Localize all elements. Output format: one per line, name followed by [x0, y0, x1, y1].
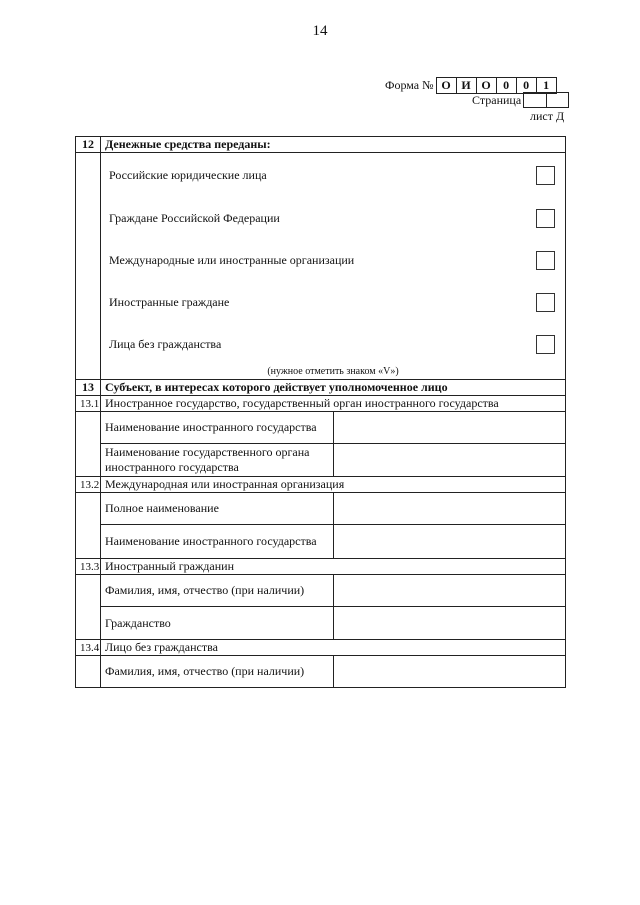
field-value-input[interactable]	[333, 525, 566, 559]
subsection-number: 13.3	[76, 559, 101, 575]
option-label: Лица без гражданства	[109, 336, 222, 351]
page-field-row	[472, 92, 569, 108]
field-label: Наименование иностранного государства	[101, 412, 334, 444]
page-number-input[interactable]	[523, 92, 569, 108]
option-label: Российские юридические лица	[109, 167, 267, 182]
field-row	[76, 525, 566, 559]
subsection-13-3-header	[76, 559, 566, 575]
option-label: Иностранные граждане	[109, 294, 230, 309]
field-value-input[interactable]	[333, 493, 566, 525]
checkbox[interactable]	[536, 293, 555, 312]
field-row	[76, 412, 566, 444]
section-number: 12	[76, 137, 101, 153]
form-code-cell: О	[441, 78, 451, 92]
page-label: Страница	[472, 92, 522, 107]
subsection-13-2-header	[76, 477, 566, 493]
checkbox[interactable]	[536, 166, 555, 185]
field-label: Фамилия, имя, отчество (при наличии)	[101, 656, 334, 688]
checkbox[interactable]	[536, 209, 555, 228]
option-stateless-persons	[105, 323, 561, 365]
field-label: Полное наименование	[101, 493, 334, 525]
field-value-input[interactable]	[333, 412, 566, 444]
field-row	[76, 493, 566, 525]
subsection-title: Иностранный гражданин	[101, 559, 566, 575]
subsection-number: 13.2	[76, 477, 101, 493]
field-row	[76, 575, 566, 607]
form-code-cell: 0	[496, 78, 516, 93]
field-value-input[interactable]	[333, 607, 566, 640]
subsection-number: 13.1	[76, 396, 101, 412]
field-row	[76, 444, 566, 477]
form-code-cell: 0	[516, 78, 536, 93]
option-international-organizations	[105, 239, 561, 281]
form-code-cell: 1	[536, 78, 556, 93]
field-row	[76, 656, 566, 688]
subsection-title: Лицо без гражданства	[101, 640, 566, 656]
field-value-input[interactable]	[333, 656, 566, 688]
subsection-13-4-header	[76, 640, 566, 656]
subsection-title: Иностранное государство, государственный орган иностранного государства	[101, 396, 566, 412]
field-label: Наименование иностранного государства	[101, 525, 334, 559]
option-label: Граждане Российской Федерации	[109, 210, 280, 225]
field-value-input[interactable]	[333, 575, 566, 607]
form-number-label: Форма №	[385, 78, 434, 92]
form-code-cell: И	[456, 78, 476, 93]
field-label: Наименование государственного органа иностранного государства	[101, 444, 334, 477]
section-13-header	[76, 380, 566, 396]
section-title: Субъект, в интересах которого действует уполномоченное лицо	[101, 380, 566, 396]
checkbox[interactable]	[536, 251, 555, 270]
field-label: Гражданство	[101, 607, 334, 640]
subsection-title: Международная или иностранная организация	[101, 477, 566, 493]
subsection-13-1-header	[76, 396, 566, 412]
option-russian-citizens	[105, 197, 561, 239]
form-code-cell: О	[476, 78, 496, 93]
section-12-options	[76, 153, 566, 380]
field-label: Фамилия, имя, отчество (при наличии)	[101, 575, 334, 607]
field-row	[76, 607, 566, 640]
sheet-label: лист Д	[530, 109, 565, 123]
field-value-input[interactable]	[333, 444, 566, 477]
checkbox[interactable]	[536, 335, 555, 354]
section-title: Денежные средства переданы:	[101, 137, 566, 153]
subsection-number: 13.4	[76, 640, 101, 656]
section-number: 13	[76, 380, 101, 396]
form-table	[75, 136, 566, 688]
option-russian-legal-entities	[105, 153, 561, 197]
option-label: Международные или иностранные организации	[109, 252, 355, 267]
checkbox-instruction: (нужное отметить знаком «V»)	[267, 366, 399, 377]
option-foreign-citizens	[105, 281, 561, 323]
page-number: 14	[312, 23, 328, 39]
section-12-header	[76, 137, 566, 153]
